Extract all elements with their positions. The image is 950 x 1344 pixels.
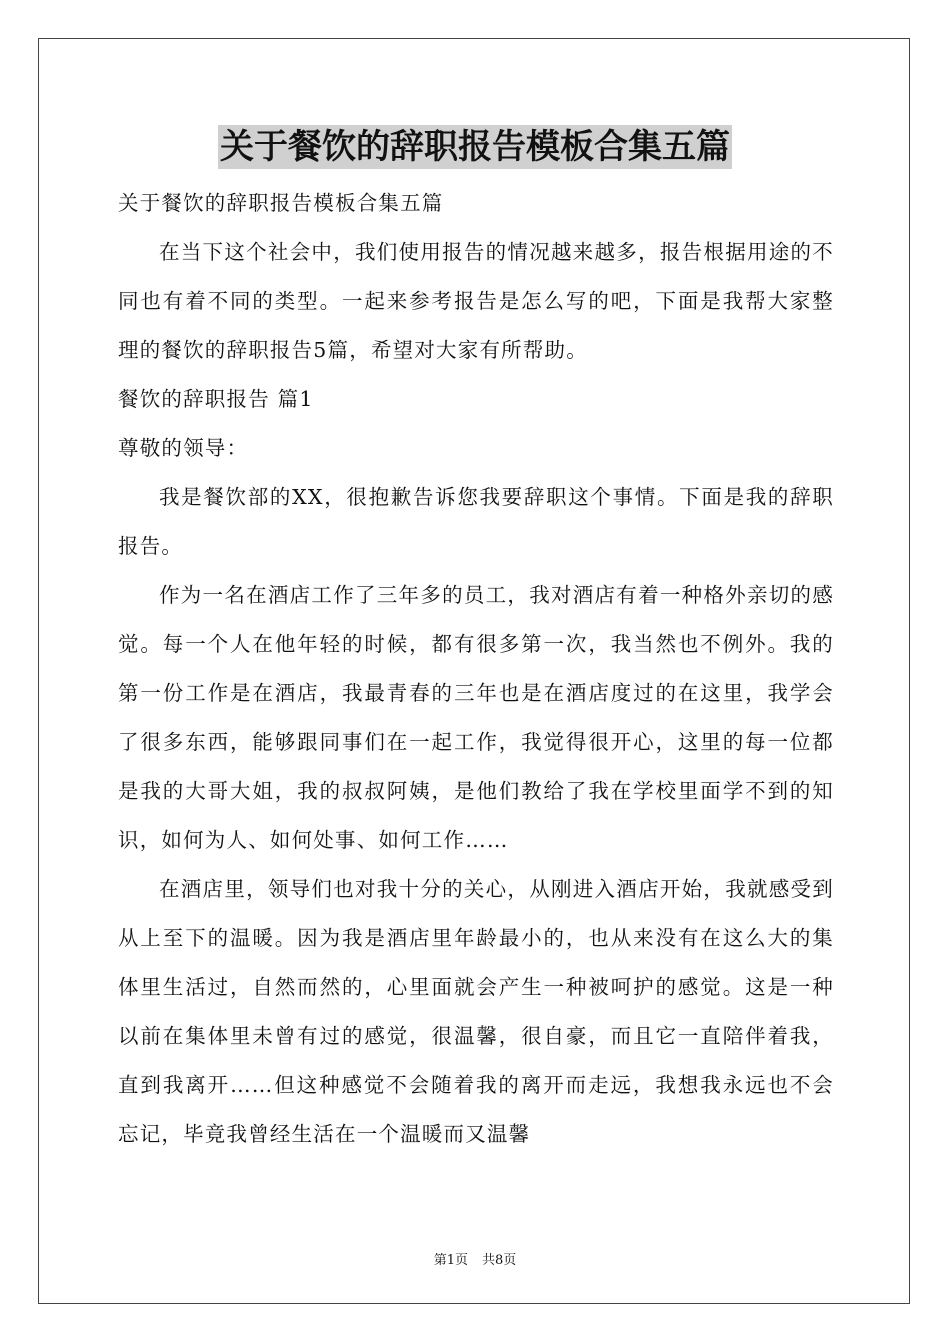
paragraph: 在酒店里，领导们也对我十分的关心，从刚进入酒店开始，我就感受到从上至下的温暖。因为我是酒店里年龄最小的，也从来没有在这么大的集体里生活过，自然而然的，心里面就会产生一种被呵护的感觉。这是一种以前在集体里未曾有过的感觉，很温馨，很自豪，而且它一直陪伴着我，直到我离开……但这种感觉不会随着我的离开而走远，我想我永远也不会忘记，毕竟我曾经生活在一个温暖而又温馨 [118, 877, 834, 1146]
title-container [0, 125, 950, 169]
page-number: 第1页 [433, 1253, 468, 1268]
paragraph: 作为一名在酒店工作了三年多的员工，我对酒店有着一种格外亲切的感觉。每一个人在他年轻的时候，都有很多第一次，我当然也不例外。我的第一份工作是在酒店，我最青春的三年也是在酒店度过的在这里，我学会了很多东西，能够跟同事们在一起工作，我觉得很开心，这里的每一位都是我的大哥大姐，我的叔叔阿姨，是他们教给了我在学校里面学不到的知识，如何为人、如何处事、如何工作…… [118, 583, 834, 852]
page-footer [0, 1249, 950, 1268]
paragraph: 关于餐饮的辞职报告模板合集五篇 [118, 191, 444, 215]
paragraph: 在当下这个社会中，我们使用报告的情况越来越多，报告根据用途的不同也有着不同的类型。一起来参考报告是怎么写的吧，下面是我帮大家整理的餐饮的辞职报告5篇，希望对大家有所帮助。 [118, 240, 834, 362]
salutation: 尊敬的领导： [118, 436, 249, 460]
section-heading: 餐饮的辞职报告 篇1 [118, 387, 314, 411]
document-body [118, 179, 834, 1159]
page-total: 共8页 [482, 1253, 517, 1268]
paragraph: 我是餐饮部的XX，很抱歉告诉您我要辞职这个事情。下面是我的辞职报告。 [118, 485, 834, 558]
document-title: 关于餐饮的辞职报告模板合集五篇 [220, 127, 730, 167]
